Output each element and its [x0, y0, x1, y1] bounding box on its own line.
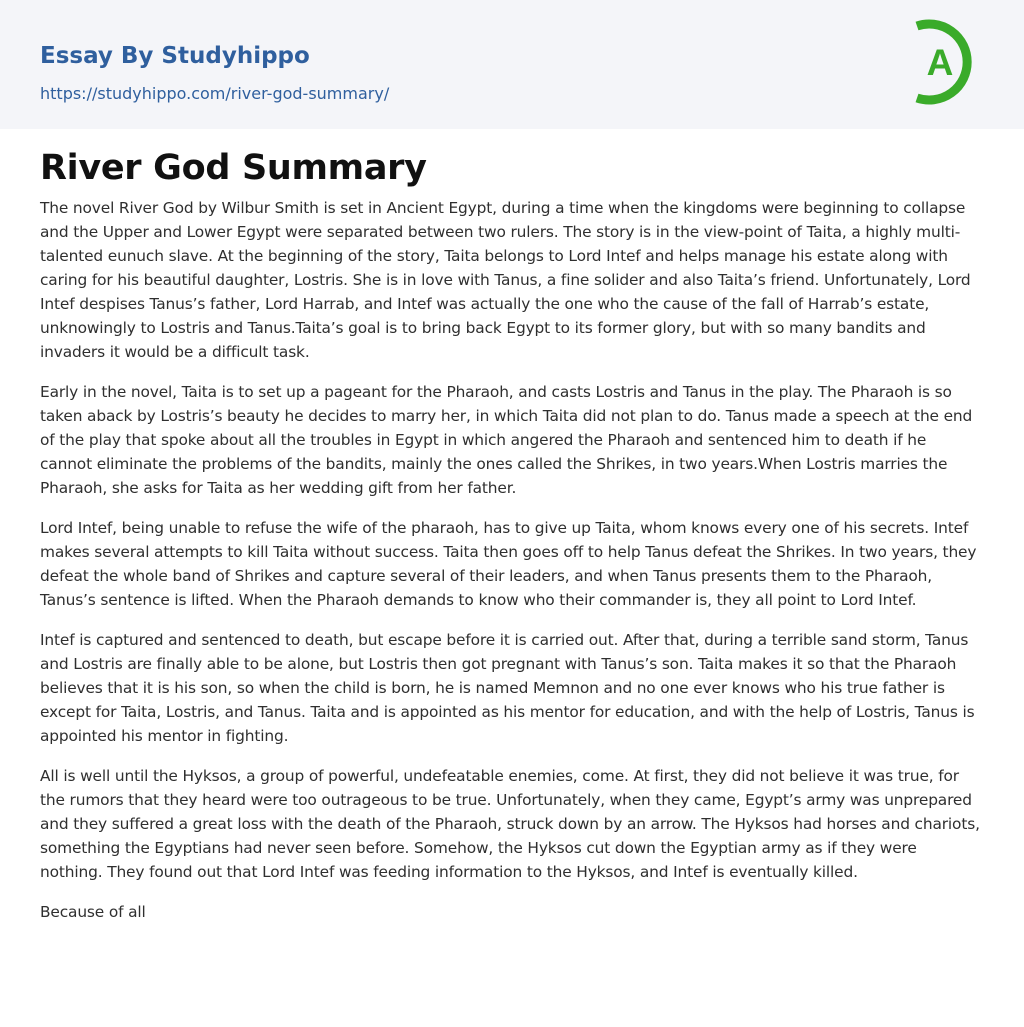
- article-paragraph: Lord Intef, being unable to refuse the wife of the pharaoh, has to give up Taita, whom knows every one of his secrets. Intef makes several attempts to kill Taita without success. Taita then goes off to help Tanus defeat the Shrikes. In two years, they defeat the whole band of Shrikes and capture several of their leaders, and when Tanus presents them to the Pharaoh, Tanus’s sentence is lifted. When the Pharaoh demands to know who their commander is, they all point to Lord Intef.: [40, 519, 977, 609]
- logo-letter: A: [926, 42, 954, 83]
- article-paragraph: Intef is captured and sentenced to death, but escape before it is carried out. After that, during a terrible sand storm, Tanus and Lostris are finally able to be alone, but Lostris then got pregnant with Tanus’s son. Taita makes it so that the Pharaoh believes that it is his son, so when the child is born, he is named Memnon and no one ever knows who his true father is except for Taita, Lostris, and Tanus. Taita and is appointed as his mentor for education, and with the help of Lostris, Tanus is appointed his mentor in fighting.: [40, 631, 975, 745]
- article-paragraph-truncated: Because of all: [40, 903, 146, 921]
- article-paragraph: The novel River God by Wilbur Smith is set in Ancient Egypt, during a time when the kingdoms were beginning to collapse and the Upper and Lower Egypt were separated between two rulers. The story is in the view-point of Taita, a highly multi-talented eunuch slave. At the beginning of the story, Taita belongs to Lord Intef and helps manage his estate along with caring for his beautiful daughter, Lostris. She is in love with Tanus, a fine solider and also Taita’s friend. Unfortunately, Lord Intef despises Tanus’s father, Lord Harrab, and Intef was actually the one who the cause of the fall of Harrab’s estate, unknowingly to Lostris and Tanus.Taita’s goal is to bring back Egypt to its former glory, but with so many bandits and invaders it would be a difficult task.: [40, 199, 971, 361]
- studyhippo-logo-icon[interactable]: [906, 18, 990, 106]
- page-title: River God Summary: [40, 148, 427, 188]
- site-header: [0, 0, 1024, 129]
- article: [40, 140, 982, 940]
- article-paragraph: All is well until the Hyksos, a group of powerful, undefeatable enemies, come. At first, they did not believe it was true, for the rumors that they heard were too outrageous to be true. Unfortunately, when they came, Egypt’s army was unprepared and they suffered a great loss with the death of the Pharaoh, struck down by an arrow. The Hyksos had horses and chariots, something the Egyptians had never seen before. Somehow, the Hyksos cut down the Egyptian army as if they were nothing. They found out that Lord Intef was feeding information to the Hyksos, and Intef is eventually killed.: [40, 767, 980, 881]
- article-paragraph: Early in the novel, Taita is to set up a pageant for the Pharaoh, and casts Lostris and Tanus in the play. The Pharaoh is so taken aback by Lostris’s beauty he decides to marry her, in which Taita did not plan to do. Tanus made a speech at the end of the play that spoke about all the troubles in Egypt in which angered the Pharaoh and sentenced him to death if he cannot eliminate the problems of the bandits, mainly the ones called the Shrikes, in two years.When Lostris marries the Pharaoh, she asks for Taita as her wedding gift from her father.: [40, 383, 973, 497]
- page-url-link[interactable]: https://studyhippo.com/river-god-summary/: [40, 84, 390, 103]
- site-brand[interactable]: Essay By Studyhippo: [40, 43, 310, 69]
